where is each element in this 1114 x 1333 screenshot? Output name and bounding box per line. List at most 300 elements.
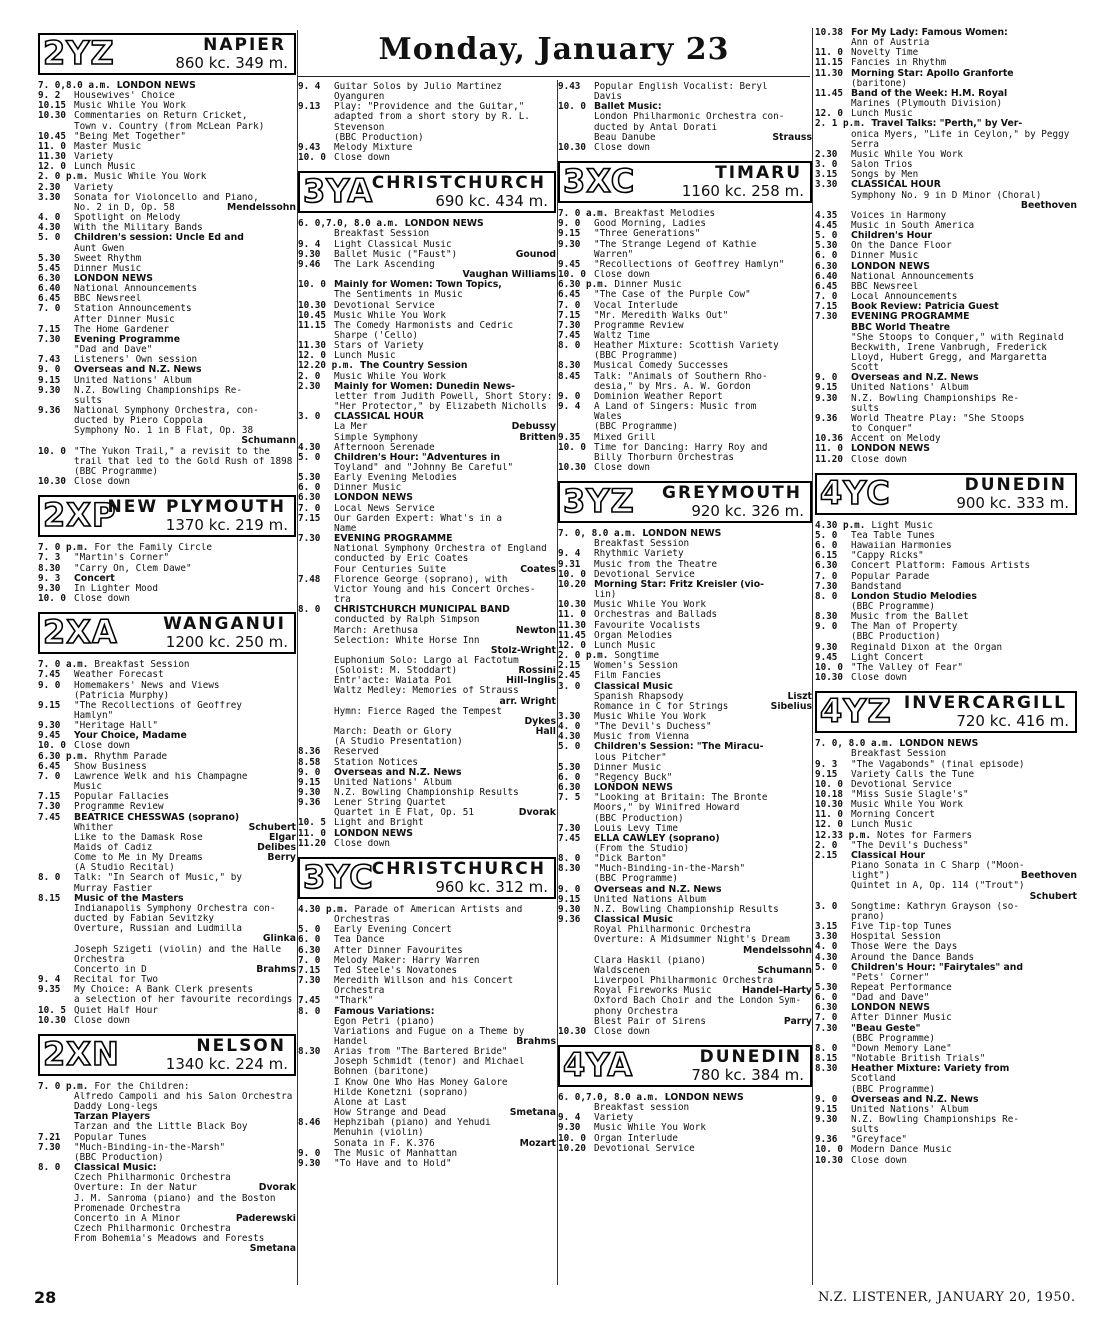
- program-title: "Recollections of Geoffrey Hamlyn": [594, 259, 785, 270]
- program-time: 9.43: [298, 142, 321, 153]
- program-title: Maids of Cadiz: [74, 843, 153, 853]
- program-line: [815, 973, 1077, 983]
- program-time: 4. 0: [558, 722, 581, 733]
- program-line: [298, 758, 556, 768]
- program-line: [298, 382, 556, 392]
- program-time: 9.30: [38, 721, 61, 732]
- program-title: Overseas and N.Z. News: [594, 884, 722, 895]
- program-line: [298, 1017, 556, 1027]
- program-line: [298, 798, 556, 808]
- schedule-3ya: [298, 219, 556, 849]
- program-title: Waltz Medley: Memories of Strauss: [334, 686, 519, 697]
- program-time: 9.15: [815, 1104, 838, 1115]
- program-line: [38, 436, 296, 446]
- program-title: LONDON NEWS: [851, 261, 930, 272]
- program-title: Romance in C for Strings: [594, 701, 729, 712]
- program-title: Dinner Music: [851, 251, 919, 262]
- program-title: National Announcements: [74, 284, 198, 295]
- program-line: [815, 760, 1077, 770]
- program-line: [815, 262, 1077, 272]
- program-title: Songtime: [614, 651, 660, 662]
- composer: Dvorak: [518, 808, 556, 819]
- program-line: [815, 79, 1077, 89]
- program-title: to Conquer": [851, 424, 913, 435]
- program-title: BEATRICE CHESSWAS (soprano): [74, 812, 240, 823]
- program-title: Show Business: [74, 761, 147, 772]
- program-line: [298, 946, 556, 956]
- program-title: Lunch Music: [334, 351, 396, 362]
- program-time: 7.30: [815, 312, 838, 323]
- program-title: Tea Dance: [334, 935, 385, 946]
- program-line: [298, 778, 556, 788]
- program-time: 10.18: [815, 790, 843, 800]
- program-line: [298, 82, 556, 92]
- program-title: Accent on Melody: [851, 434, 941, 445]
- program-title: Oxford Bach Choir and the London Sym-: [594, 996, 802, 1007]
- program-time: 9.35: [558, 432, 581, 443]
- program-line: [815, 622, 1077, 632]
- station-name: WANGANUI: [163, 614, 286, 635]
- program-title: Morning Concert: [851, 810, 935, 821]
- program-time: 11.15: [815, 58, 843, 69]
- program-time: 7. 0 p.m.: [38, 1081, 89, 1092]
- program-line: [815, 292, 1077, 302]
- program-line: [38, 853, 296, 863]
- program-line: [38, 564, 296, 574]
- program-title: Symphony No. 9 in D Minor (Choral): [851, 190, 1042, 201]
- program-title: ducted by Piero Coppola: [74, 416, 203, 427]
- program-line: [38, 995, 296, 1005]
- program-time: 10.30: [815, 1155, 843, 1166]
- program-line: [815, 632, 1077, 642]
- program-line: [815, 333, 1077, 343]
- program-line: [38, 355, 296, 365]
- program-title: World Theatre Play: "She Stoops: [851, 413, 1025, 424]
- program-title: Guitar Solos by Julio Martinez: [334, 82, 502, 92]
- composer: Strauss: [772, 132, 812, 143]
- program-time: 9.45: [38, 731, 61, 742]
- program-title: Oyanguren: [334, 92, 385, 103]
- program-time: 2. 0: [815, 840, 838, 851]
- program-title: Close down: [74, 741, 130, 752]
- program-line: [558, 123, 812, 133]
- program-line: [815, 455, 1077, 465]
- program-line: [558, 1123, 812, 1133]
- program-line: [38, 152, 296, 162]
- program-title: Selection: White Horse Inn: [334, 635, 480, 646]
- program-line: [558, 112, 812, 122]
- station-header-4yc: [815, 473, 1077, 515]
- program-title: Fancies in Rhythm: [851, 58, 947, 69]
- program-title: "Greyface": [851, 1135, 907, 1146]
- schedule-2xn: [38, 1082, 296, 1255]
- program-title: Variety: [594, 1113, 634, 1124]
- program-title: Royal Fireworks Music: [594, 986, 712, 997]
- program-title: LONDON NEWS: [116, 81, 196, 91]
- station-name: GREYMOUTH: [662, 483, 802, 504]
- composer: Brahms: [256, 964, 296, 975]
- program-line: [815, 739, 1077, 749]
- program-title: Classical Hour: [851, 850, 926, 861]
- program-title: Like to the Damask Rose: [74, 832, 203, 843]
- program-title: Breakfast Session: [594, 539, 690, 550]
- program-line: [815, 251, 1077, 261]
- program-title: Close down: [851, 1155, 907, 1166]
- program-line: [815, 89, 1077, 99]
- program-line: [558, 874, 812, 884]
- program-line: [298, 666, 556, 676]
- program-line: [38, 802, 296, 812]
- program-title: N.Z. Bowling Championship Results: [594, 904, 779, 915]
- program-line: [815, 1064, 1077, 1074]
- program-line: [298, 260, 556, 270]
- program-title: Overseas and N.Z. News: [74, 365, 202, 376]
- program-time: 9. 0: [298, 1148, 321, 1159]
- program-time: 9.30: [298, 788, 321, 798]
- program-title: LONDON NEWS: [404, 219, 484, 230]
- program-time: 10. 0: [558, 102, 586, 113]
- program-time: 5. 0: [815, 530, 838, 541]
- program-title: (BBC Production): [594, 813, 684, 824]
- program-title: Reserved: [334, 747, 379, 758]
- program-time: 7. 5: [558, 793, 581, 804]
- program-title: phony Orchestra: [594, 1006, 678, 1017]
- program-line: [38, 1214, 296, 1224]
- program-time: 4.45: [815, 220, 838, 231]
- program-title: Tarzan and the Little Black Boy: [74, 1122, 248, 1133]
- program-title: Promenade Orchestra: [74, 1203, 181, 1214]
- program-line: [38, 924, 296, 934]
- program-time: 10.30: [558, 1026, 586, 1037]
- program-title: CLASSICAL HOUR: [851, 180, 941, 191]
- program-title: "The Case of the Purple Cow": [594, 290, 751, 301]
- program-time: 4. 0: [815, 942, 838, 953]
- program-line: [815, 1003, 1077, 1013]
- program-line: [38, 213, 296, 223]
- program-line: [558, 331, 812, 341]
- program-line: [815, 130, 1077, 140]
- program-title: J. M. Sanroma (piano) and the Boston: [74, 1193, 276, 1204]
- program-title: lin): [594, 590, 617, 601]
- column-4: [815, 28, 1077, 1166]
- program-time: 4. 0: [38, 213, 61, 224]
- program-line: [558, 290, 812, 300]
- program-line: [558, 250, 812, 260]
- program-time: 11. 0: [38, 141, 66, 152]
- program-line: [815, 201, 1077, 211]
- program-line: [298, 1037, 556, 1047]
- program-time: 9. 4: [298, 239, 321, 250]
- program-line: [558, 600, 812, 610]
- program-title: Talk: "In Search of Music," by: [74, 873, 242, 884]
- program-line: [298, 219, 556, 229]
- program-line: [815, 521, 1077, 531]
- program-title: Come to Me in My Dreams: [74, 853, 203, 864]
- program-line: [38, 1006, 296, 1016]
- station-header-3yz: [558, 481, 812, 523]
- program-line: [298, 433, 556, 443]
- program-time: 7. 0: [815, 571, 838, 582]
- program-time: 6.30: [298, 945, 321, 956]
- program-time: 5.30: [815, 982, 838, 993]
- program-line: [38, 823, 296, 833]
- program-title: Dinner Music: [614, 280, 682, 291]
- program-time: 11.20: [815, 454, 843, 465]
- program-time: 10. 0: [815, 779, 843, 790]
- program-line: [298, 788, 556, 798]
- program-line: [38, 233, 296, 243]
- program-line: [815, 851, 1077, 861]
- program-time: 4.30 p.m.: [298, 904, 349, 915]
- station-call: 3YA: [303, 172, 374, 211]
- program-line: [298, 686, 556, 696]
- composer: Schubert: [1029, 891, 1077, 902]
- station-header-3xc: [558, 161, 812, 203]
- program-time: 5. 0: [298, 452, 321, 463]
- program-time: 9.45: [815, 652, 838, 663]
- program-line: [558, 92, 812, 102]
- program-time: 8.36: [298, 747, 321, 758]
- program-line: [558, 905, 812, 915]
- program-title: For the Children:: [94, 1081, 190, 1092]
- program-title: LONDON NEWS: [594, 783, 673, 794]
- program-line: [38, 894, 296, 904]
- station-frequency: 900 kc. 333 m.: [956, 493, 1069, 512]
- program-line: [298, 1159, 556, 1169]
- program-time: 3.30: [815, 180, 838, 191]
- program-title: Master Music: [74, 141, 142, 152]
- program-time: 7.45: [558, 330, 581, 341]
- program-title: Recital for Two: [74, 975, 158, 986]
- program-time: 6.30: [298, 493, 321, 504]
- program-line: [815, 881, 1077, 891]
- program-time: 8.30: [558, 864, 581, 875]
- program-line: [38, 304, 296, 314]
- program-time: 10. 0: [38, 594, 66, 605]
- program-time: 8.45: [558, 371, 581, 382]
- program-title: Around the Dance Bands: [851, 952, 975, 963]
- program-line: [298, 808, 556, 818]
- program-title: N.Z. Bowling Championship Results: [334, 788, 519, 798]
- station-header-3yc: [298, 857, 556, 899]
- program-title: Close down: [334, 153, 390, 164]
- program-line: [298, 1139, 556, 1149]
- program-title: (Patricia Murphy): [74, 690, 170, 701]
- program-line: [558, 803, 812, 813]
- program-time: 6.45: [38, 761, 61, 772]
- program-title: Music from the Theatre: [594, 559, 718, 570]
- program-line: [38, 294, 296, 304]
- program-line: [815, 582, 1077, 592]
- program-time: 11.20: [298, 838, 326, 849]
- program-line: [558, 82, 812, 92]
- program-title: Classical Music: [594, 915, 673, 926]
- program-time: 9.13: [298, 102, 321, 113]
- program-time: 8.30: [38, 563, 61, 574]
- program-title: In Lighter Mood: [74, 583, 158, 594]
- program-title: "Cappy Ricks": [851, 551, 924, 562]
- program-title: Lawrence Welk and his Champagne: [74, 771, 248, 782]
- program-title: Tarzan Players: [74, 1112, 151, 1123]
- program-line: [815, 1145, 1077, 1155]
- program-line: [558, 240, 812, 250]
- program-line: [298, 463, 556, 473]
- station-name: TIMARU: [715, 163, 802, 184]
- program-title: Orchestras and Ballads: [594, 610, 718, 621]
- column-divider: [812, 28, 813, 1285]
- program-title: United Nations Album: [594, 894, 706, 905]
- program-title: The Music of Manhattan: [334, 1148, 458, 1159]
- composer: Glinka: [262, 934, 296, 945]
- program-title: tra: [334, 595, 351, 606]
- program-line: [38, 945, 296, 955]
- program-time: 10.30: [558, 142, 586, 153]
- program-title: Dinner Music: [334, 483, 402, 494]
- program-title: Heather Mixture: Variety from: [851, 1064, 1010, 1075]
- station-header-2yz: [38, 33, 296, 75]
- program-time: 9. 4: [558, 402, 581, 413]
- composer: Brahms: [516, 1036, 556, 1047]
- program-title: sults: [851, 1125, 879, 1136]
- program-title: London Studio Melodies: [851, 591, 977, 602]
- station-frequency: 690 kc. 434 m.: [435, 192, 548, 211]
- station-call: 3XC: [563, 162, 636, 201]
- program-time: 6.30 p.m.: [38, 751, 89, 762]
- program-line: [298, 493, 556, 503]
- program-time: 9. 0: [38, 680, 61, 691]
- program-line: [38, 813, 296, 823]
- composer: Schumann: [757, 965, 812, 976]
- program-line: [38, 264, 296, 274]
- program-title: Children's Session: "The Miracu-: [594, 742, 764, 753]
- station-header-3ya: [298, 171, 556, 213]
- program-title: Murray Fastier: [74, 883, 153, 894]
- program-time: 5.30: [558, 762, 581, 773]
- program-time: 11. 0: [558, 610, 586, 621]
- program-time: 7.15: [298, 965, 321, 976]
- program-line: [38, 335, 296, 345]
- program-title: Salon Trios: [851, 160, 913, 171]
- program-title: EVENING PROGRAMME: [334, 534, 453, 545]
- program-line: [558, 834, 812, 844]
- program-title: "Thark": [334, 996, 374, 1007]
- program-line: [558, 966, 812, 976]
- program-time: 6.30: [815, 1003, 838, 1014]
- program-title: United Nations' Album: [74, 375, 192, 386]
- composer: Beethoven: [1020, 871, 1077, 882]
- program-time: 7.15: [558, 310, 581, 321]
- program-title: Alfredo Campoli and his Salon Orchestra: [74, 1091, 293, 1102]
- program-title: Our Garden Expert: What's in a: [334, 513, 502, 524]
- program-line: [38, 376, 296, 386]
- program-title: Sharpe ('Cello): [334, 330, 418, 341]
- program-time: 6. 0,7.0, 8.0 a.m.: [558, 1092, 659, 1103]
- program-line: [38, 365, 296, 375]
- program-line: [558, 382, 812, 392]
- program-title: Good Morning, Ladies: [594, 219, 706, 230]
- program-time: 7. 0,8.0 a.m.: [38, 81, 111, 91]
- composer: Handel-Harty: [742, 986, 812, 997]
- program-title: BBC World Theatre: [851, 322, 951, 333]
- program-line: [298, 996, 556, 1006]
- program-title: Music While You Work: [594, 1123, 706, 1134]
- program-title: Play: "Providence and the Guitar,": [334, 102, 525, 113]
- program-title: (BBC Programme): [594, 874, 678, 885]
- program-time: 9. 4: [298, 82, 321, 92]
- program-line: [558, 392, 812, 402]
- program-time: 4.30: [815, 952, 838, 963]
- program-title: Local Announcements: [851, 292, 958, 303]
- program-line: [815, 810, 1077, 820]
- program-title: Lunch Music: [594, 640, 656, 651]
- program-time: 11.45: [815, 88, 843, 99]
- program-title: After Dinner Favourites: [334, 945, 463, 956]
- column-3: [558, 82, 812, 1154]
- program-line: [298, 565, 556, 575]
- station-name: NELSON: [196, 1035, 286, 1056]
- program-title: Joseph Schmidt (tenor) and Michael: [334, 1057, 525, 1068]
- station-name: NEW PLYMOUTH: [107, 497, 286, 518]
- station-name: CHRISTCHURCH: [371, 858, 546, 879]
- program-title: "She Stoops to Conquer," with Reginald: [851, 332, 1064, 343]
- program-line: [558, 935, 812, 945]
- program-title: (Soloist: M. Stoddart): [334, 666, 458, 677]
- program-time: 9.30: [815, 642, 838, 653]
- schedule-4yc: [815, 521, 1077, 684]
- program-line: [298, 453, 556, 463]
- program-line: [815, 1074, 1077, 1084]
- program-title: Children's Hour: "Adventures in: [334, 452, 501, 463]
- program-time: 5.30: [298, 473, 321, 484]
- program-line: [815, 653, 1077, 663]
- program-title: Breakfast Session: [334, 229, 430, 240]
- program-title: Blest Pair of Sirens: [594, 1016, 706, 1027]
- program-time: 10.36: [815, 434, 843, 445]
- program-title: (From the Studio): [594, 844, 690, 854]
- program-line: [298, 1149, 556, 1159]
- program-line: [298, 351, 556, 361]
- program-time: 2.15: [815, 850, 838, 861]
- program-time: 7. 0: [298, 955, 321, 966]
- program-title: Light Music: [871, 520, 933, 531]
- program-title: Notes for Farmers: [876, 830, 973, 841]
- program-time: 8. 0: [815, 591, 838, 602]
- program-time: 6.45: [815, 281, 838, 292]
- program-time: 9. 0: [558, 884, 581, 895]
- program-title: Popular English Vocalist: Beryl: [594, 82, 768, 92]
- program-title: "Mr. Meredith Walks Out": [594, 310, 729, 321]
- program-title: ELLA CAWLEY (soprano): [594, 833, 720, 844]
- program-line: [38, 863, 296, 873]
- program-title: Close down: [594, 463, 650, 473]
- program-line: [298, 676, 556, 686]
- schedule-continued: [815, 28, 1077, 465]
- program-line: [298, 646, 556, 656]
- program-time: 7.45: [558, 833, 581, 844]
- program-line: [38, 691, 296, 701]
- page-number: 28: [34, 1288, 57, 1307]
- program-line: [298, 626, 556, 636]
- composer: Mozart: [519, 1138, 556, 1149]
- program-line: [38, 81, 296, 91]
- composer: Stolz-Wright: [490, 645, 556, 656]
- program-line: [298, 514, 556, 524]
- program-time: 10. 0: [38, 446, 66, 457]
- schedule-4ya: [558, 1093, 812, 1154]
- program-time: 12. 0: [815, 109, 843, 120]
- program-line: [815, 302, 1077, 312]
- program-line: [298, 341, 556, 351]
